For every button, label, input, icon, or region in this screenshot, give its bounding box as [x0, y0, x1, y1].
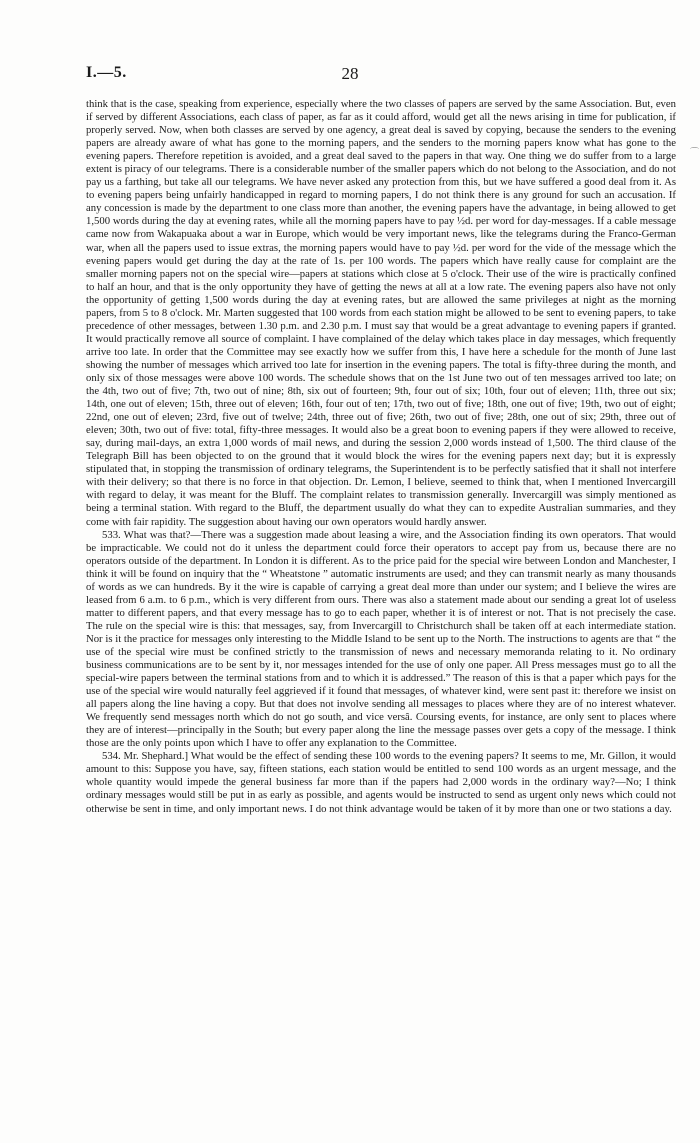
page-header [0, 64, 700, 86]
margin-mark: ⌒ [690, 147, 700, 157]
page-number: 28 [341, 64, 359, 83]
document-body [86, 98, 676, 816]
section-reference: I.—5. [86, 64, 127, 81]
paragraph-question-533: 533. What was that?—There was a suggestion made about leasing a wire, and the Association finding its own operators. That would be impracticable. We could not do it unless the department could force their operators to accept pay from us, because there are no operators outside of the department. In London it is different. As to the price paid for the special wire between London and Manchester, I think it will be found on inquiry that the “ Wheatstone ” automatic instruments are used; and they can transmit nearly as many thousands of words as we can hundreds. By it the wire is capable of carrying a great deal more than under our system; and I believe the wires are leased from 6 a.m. to 6 p.m., which is very different from ours. There was also a statement made about our sending a great lot of useless matter to different papers, and that every message has to go to each paper, whether it is of interest or not. That is not precisely the case. The rule on the special wire is this: that messages, say, from Invercargill to Christchurch shall be taken off at each intermediate station. Nor is it the practice for messages only interesting to the Middle Island to be sent up to the North. The instructions to agents are that “ the use of the special wire must be confined strictly to the transmission of news and necessary memoranda relating to it. No ordinary business communications are to be sent by it, nor messages intended for the use of only one paper. All Press messages must go to all the special-wire papers between the terminal stations from and to which it is addressed.” The reason of this is that a paper which pays for the use of the special wire would naturally feel aggrieved if it found that messages, of whatever kind, were sent past it: therefore we insist on all papers along the line having a copy. But that does not involve sending all messages to places where they are of no interest whatever. We frequently send messages north which do not go south, and vice versâ. Coursing events, for instance, are only sent to places where they are of interest—principally in the South; but every paper along the line the message passes over gets a copy of the message. I think those are the only points upon which I have to offer any explanation to the Committee. [86, 528, 676, 750]
paragraph-question-534: 534. Mr. Shephard.] What would be the effect of sending these 100 words to the evening papers? It seems to me, Mr. Gillon, it would amount to this: Suppose you have, say, fifteen stations, each station would be entitled to send 100 words as an urgent message, and the whole quantity would impede the general business far more than if the papers had 2,000 words in the ordinary way?—No; I think ordinary messages would still be put in as early as possible, and agents would be instructed to send as urgent only news which could not otherwise be sent in time, and only important news. I do not think advantage would be taken of it by more than one or two stations a day. [86, 750, 676, 815]
paragraph-continuation: think that is the case, speaking from experience, especially where the two classes of papers are served by the same Association. But, even if served by different Associations, each class of paper, as far as it could afford, would get all the news arising in time for publication, if properly served. Now, when both classes are served by one agency, a great deal is saved by copying, because the senders to the evening papers are already aware of what has gone to the morning papers, and the senders to the morning papers know what has gone to the evening papers. Therefore repetition is avoided, and a great deal saved to the papers in that way. One thing we do suffer from to a large extent is piracy of our telegrams. There is a considerable number of the smaller papers which do not belong to the Association, and do not pay us a farthing, but take all our telegrams. We have never asked any protection from this, but we have suffered a good deal from it. As to evening papers being unfairly handicapped in regard to morning papers, I do not think there is any ground for such an accusation. If any concession is made by the department to one class more than another, the evening papers have the advantage, in being allowed to get 1,500 words during the day at evening rates, while all the morning papers have to pay ½d. per word for day-messages. If a cable message came now from Wakapuaka about a war in Europe, which would be very important news, like the telegrams during the Franco-German war, when all the papers used to issue extras, the morning papers would have to pay ½d. per word for the vide of the message which the evening papers would get during the day at the rate of 1s. per 100 words. The papers which have really cause for complaint are the smaller morning papers not on the special wire—papers at stations which close at 5 o'clock. Their use of the wire is practically confined to half an hour, and that is the only opportunity they have of getting the news at all at a low rate. The evening papers also have not only the opportunity of getting 1,500 words during the day at evening rates, but are allowed the same privileges at night as the morning papers, from 5 to 8 o'clock. Mr. Marten suggested that 100 words from each station might be allowed to be sent to evening papers, to take precedence of other messages, between 1.30 p.m. and 2.30 p.m. I must say that would be a great advantage to evening papers if granted. It would practically remove all source of complaint. I have complained of the delay which takes place in day messages, which frequently arrive too late. In order that the Committee may see exactly how we suffer from this, I have here a schedule for the month of June last showing the number of messages which arrived too late for insertion in the evening papers. The total is fifty-three during the month, and only six of those messages were above 100 words. The schedule shows that on the 1st June two out of ten messages arrived too late; on the 4th, two out of five; 7th, two out of nine; 8th, six out of fourteen; 9th, four out of six; 10th, four out of eleven; 11th, three out six; 14th, one out of eleven; 15th, three out of eleven; 16th, four out of ten; 17th, two out of five; 18th, one out of five; 19th, two out of eight; 22nd, one out of eleven; 23rd, five out of twelve; 24th, three out of five; 26th, two out of five; 28th, one out of six; 29th, three out of eleven; 30th, two out of five: total, fifty-three messages. It would also be a great boon to evening papers if they were allowed to receive, say, during mail-days, an extra 1,000 words of mail news, and during the session 2,000 words instead of 1,500. The third clause of the Telegraph Bill has been objected to on the ground that it would block the wires for the evening papers next day; but it is expressly stipulated that, in stopping the transmission of ordinary telegrams, the Superintendent is to be perfectly satisfied that it shall not interfere with their delivery; so that there is no force in that objection. Dr. Lemon, I believe, seemed to think that, when I mentioned Invercargill with regard to delay, it was meant for the Bluff. The complaint relates to transmission generally. Invercargill was simply mentioned as being a terminal station. With regard to the Bluff, the department usually do what they can to expedite Australian summaries, and they come with fair rapidity. The suggestion about having our own operators would hardly answer. [86, 98, 676, 528]
